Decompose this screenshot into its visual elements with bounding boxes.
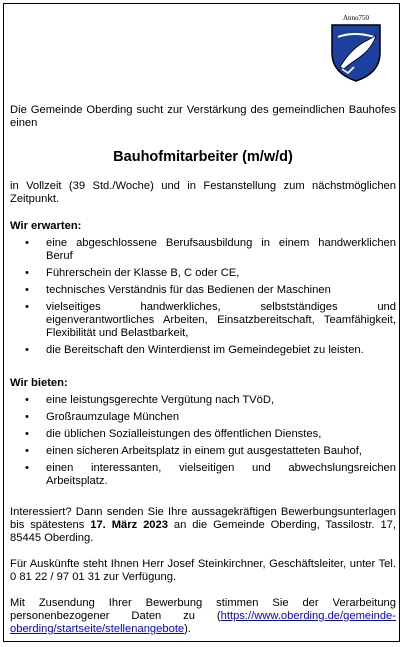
job-title: Bauhofmitarbeiter (m/w/d)	[113, 149, 293, 165]
crest-year-label: Anno750	[342, 14, 370, 22]
list-item: • einen interessanten, vielseitigen und abwechslungsreichen Arbeitsplatz.	[10, 462, 396, 488]
list-item: • die üblichen Sozialleistungen des öffentlichen Dienstes,	[10, 428, 396, 441]
application-text-end: an die Gemeinde Oberding, Tassilostr. 17, 85445 Oberding.	[10, 519, 396, 544]
list-item: • eine abgeschlossene Berufsausbildung in einem handwerklichen Beruf	[10, 237, 396, 263]
expectations-list	[10, 237, 396, 357]
coat-of-arms-icon	[330, 23, 382, 83]
municipal-crest	[330, 14, 382, 86]
list-item: • vielseitiges handwerkliches, selbstständiges und eigenverantwortliches Arbeiten, Einsatzbereitschaft, Teamfähigkeit, Flexibilität und Belastbarkeit,	[10, 301, 396, 340]
application-instructions	[10, 506, 396, 545]
contact-info: Für Auskünfte steht Ihnen Herr Josef Steinkirchner, Geschäftsleiter, unter Tel. 0 81 22 / 97 01 31 zur Verfügung.	[10, 558, 396, 583]
privacy-text-start: Mit Zusendung Ihrer Bewerbung stimmen Sie der Verarbeitung personenbezogener Daten zu (	[10, 597, 396, 622]
privacy-notice	[10, 597, 396, 636]
offers-heading: Wir bieten:	[10, 377, 68, 389]
expectations-heading: Wir erwarten:	[10, 220, 82, 232]
list-item: • eine leistungsgerechte Vergütung nach TVöD,	[10, 394, 396, 407]
application-deadline: 17. März 2023	[90, 519, 168, 531]
application-text-start: Interessiert? Dann senden Sie Ihre aussagekräftigen Bewerbungsunterlagen bis spätestens	[10, 506, 396, 531]
list-item: • einen sicheren Arbeitsplatz in einem gut ausgestatteten Bauhof,	[10, 445, 396, 458]
list-item: • die Bereitschaft den Winterdienst im Gemeindegebiet zu leisten.	[10, 344, 396, 357]
job-offers-link[interactable]: https://www.oberding.de/gemeinde-oberding/startseite/stellenangebote	[10, 610, 396, 635]
list-item: • technisches Verständnis für das Bedienen der Maschinen	[10, 284, 396, 297]
intro-text: Die Gemeinde Oberding sucht zur Verstärkung des gemeindlichen Bauhofes einen	[10, 104, 396, 129]
employment-terms: in Vollzeit (39 Std./Woche) und in Festanstellung zum nächstmöglichen Zeitpunkt.	[10, 180, 396, 205]
list-item: • Führerschein der Klasse B, C oder CE,	[10, 267, 396, 280]
offers-list	[10, 394, 396, 488]
privacy-text-end: ).	[184, 623, 191, 635]
list-item: • Großraumzulage München	[10, 411, 396, 424]
job-ad-body	[10, 104, 396, 636]
